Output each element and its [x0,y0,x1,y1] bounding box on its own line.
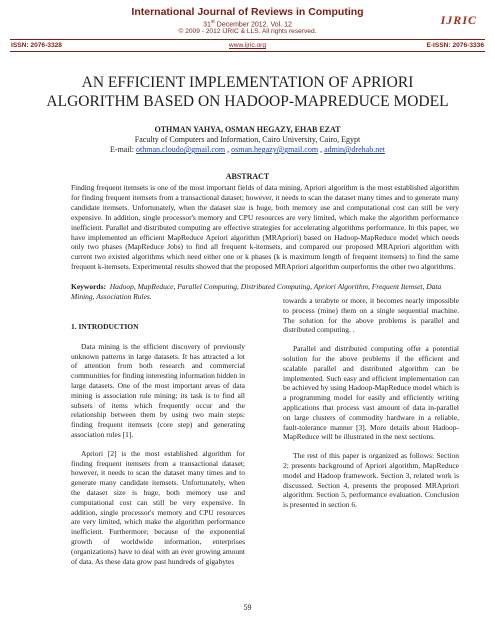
section-heading-introduction: 1. INTRODUCTION [71,322,139,331]
paper-title-line-1: AN EFFICIENT IMPLEMENTATION OF APRIORI [81,74,414,91]
email-separator-1: , [225,145,232,154]
intro-paragraph-4: Parallel and distributed computing offer a potential solution for the above problems if the efficient and scalable parallel and distributed algorithm can be implemented. Such easy and efficient implementation can be achieved by using Hadoop-MapReduce model which is a programming model for easily and efficiently writing applications that process vast amount of data in-parallel on large clusters of commodity hardware in a reliable, fault-tolerance manner [3]. More details about Hadoop-MapReduce will be illustrated in the next sections. [283,344,459,442]
email-line [0,145,495,154]
intro-paragraph-3: towards a terabyte or more, it becomes nearly impossible to process (mine) them on a single sequential machine. The solution for the above problems is parallel and distributed computing. . [283,296,459,335]
affiliation: Faculty of Computers and Information, Cairo University, Cairo, Egypt [134,135,361,144]
email-link-1[interactable]: othman.cloudo@gmail.com [136,145,226,154]
email-separator-2: , [318,145,325,154]
email-link-3[interactable]: admin@drehab.net [324,145,385,154]
email-link-2[interactable]: osman.hegazy@gmail.com [231,145,319,154]
journal-logo: IJRIC [440,13,477,27]
journal-title: International Journal of Reviews in Computing [131,6,364,18]
eissn-label: E-ISSN: 2076-3336 [426,42,484,49]
abstract-text: Finding frequent itemsets is one of the most important fields of data mining. Apriori algorithm is the most established algorithm for finding frequent itemsets from a transactional dataset; however, it needs to scan the dataset many times and to generate many candidate itemsets. Unfortunately, when the dataset size is huge, both memory use and computational cost can still be very expensive. In addition, single processor's memory and CPU resources are very limited, which make the algorithm performance inefficient. Parallel and distributed computing are effective strategies for accelerating algorithms performance. In this paper, we have implemented an efficient MapReduce Apriori algorithm (MRApriori) based on Hadoop-MapReduce model which needs only two phases (MapReduce Jobs) to find all frequent k-itemsets, and compared our proposed MRApriori algorithm with current two existed algorithms which need either one or k phases (k is maximum length of frequent itemsets) to find the same frequent k-itemsets. Experimental results showed that the proposed MRApriori algorithm outperforms the other two algorithms. [71,183,459,272]
intro-paragraph-2: Apriori [2] is the most established algorithm for finding frequent itemsets from a transactional dataset; however, it needs to scan the dataset many times and to generate many candidate itemsets. Unfortunately, when the dataset size is huge, both memory use and computational cost can still be very expensive. In addition, single processor's memory and CPU resources are very limited, which make the algorithm performance inefficient. Furthermore; because of the exponential growth of worldwide information, enterprises (organizations) have to deal with an ever growing amount of data. As these data grow past hundreds of gigabytes [71,448,245,566]
keywords-text: Hadoop, MapReduce, Parallel Computing, Distributed Computing, Apriori Algorithm, Frequent Itemset, Data Mining, Association Rules. [71,282,442,301]
issue-info [0,19,495,28]
header-rule-top [10,39,485,40]
left-column [71,316,245,575]
issn-label: ISSN: 2076-3328 [11,42,62,49]
intro-paragraph-5: The rest of this paper is organized as follows: Section 2; presents background of Apriori algorithm, MapReduce model and Hadoop framework. Section 3, related work is discussed. Section 4, presents the proposed MRApriori algorithm. Section 5, performance evaluation. Conclusion is presented in section 6. [283,451,459,510]
issue-date-volume: December 2012. Vol. 12 [214,21,292,29]
issue-day: 31 [203,21,211,29]
header-rule-bottom [10,51,485,52]
keywords-label: Keywords: [71,282,106,291]
right-column [283,296,459,519]
email-prefix: E-mail: [110,145,137,154]
page-number: 59 [243,603,252,612]
copyright-line: © 2009 - 2012 IJRIC & LLS. All rights reserved. [178,28,317,35]
paper-title [0,73,495,111]
journal-url-link[interactable]: www.ijric.org [228,42,266,49]
intro-paragraph-1: Data mining is the efficient discovery of previously unknown patterns in large datasets. It has attracted a lot of attention from both research and commercial communities for finding interesting information hidden in large datasets. One of the most important areas of data mining is association rule mining; its task is to find all subsets of items which frequently occur and the relationship between them by using two main steps: finding frequent itemsets (core step) and generating association rules [1]. [71,341,245,439]
paper-title-line-2: ALGORITHM BASED ON HADOOP-MAPREDUCE MODEL [46,93,449,110]
issue-day-suffix: st [210,19,215,25]
author-list: OTHMAN YAHYA, OSMAN HEGAZY, EHAB EZAT [154,125,341,134]
abstract-heading: ABSTRACT [225,172,270,181]
